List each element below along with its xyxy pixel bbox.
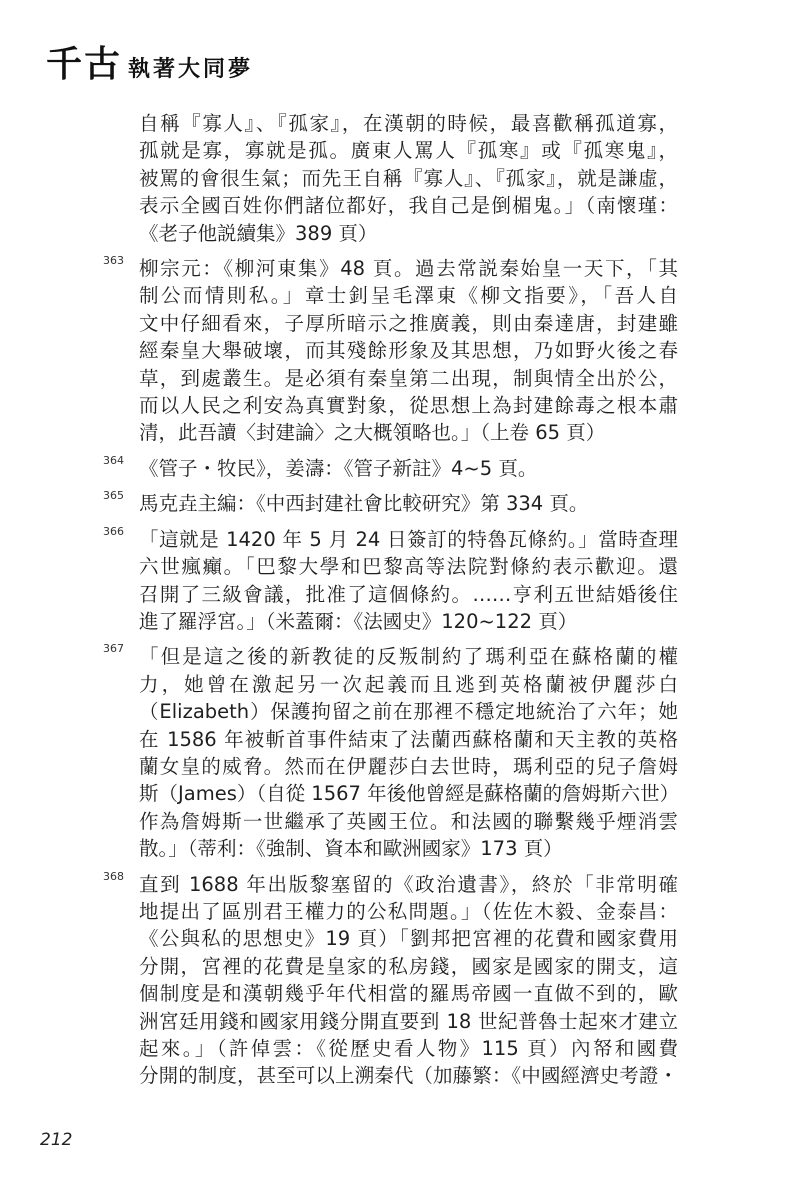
running-header xyxy=(46,36,253,87)
footnote-number: 364 xyxy=(103,453,124,467)
footnote-line: 《管子・牧民》，姜濤：《管子新註》4~5 頁。 xyxy=(139,456,538,480)
intro-paragraph xyxy=(103,110,678,247)
footnote-line: 六世瘋癲。「巴黎大學和巴黎高等法院對條約表示歡迎。還 xyxy=(139,555,678,579)
footnote-366 xyxy=(103,526,678,636)
footnote-number: 365 xyxy=(103,489,124,503)
footnote-line: 制公而情則私。」章士釗呈毛澤東《柳文指要》，「吾人自 xyxy=(139,284,678,308)
footnote-367 xyxy=(103,643,678,862)
footnote-line: 「這就是 1420 年 5 月 24 日簽訂的特魯瓦條約。」當時查理 xyxy=(139,527,678,551)
footnote-line: 地提出了區別君王權力的公私問題。」（佐佐木毅、金泰昌： xyxy=(139,899,678,923)
footnote-number: 368 xyxy=(103,869,124,883)
footnote-line: 文中仔細看來，子厚所暗示之推廣義，則由秦達唐，封建雖 xyxy=(139,311,678,335)
footnote-line: 斯（James）（自從 1567 年後他曾經是蘇格蘭的詹姆斯六世） xyxy=(139,782,680,806)
footnote-line: 在 1586 年被斬首事件結束了法蘭西蘇格蘭和天主教的英格 xyxy=(139,727,678,751)
footnote-line: 個制度是和漢朝幾乎年代相當的羅馬帝國一直做不到的，歐 xyxy=(139,982,678,1006)
footnote-line: 洲宮廷用錢和國家用錢分開直要到 18 世紀普魯士起來才建立 xyxy=(139,1009,678,1033)
intro-line: 孤就是寡，寡就是孤。廣東人罵人『孤寒』或『孤寒鬼』， xyxy=(139,139,678,163)
footnote-line: 而以人民之利安為真實對象，從思想上為封建餘毒之根本肅 xyxy=(139,394,678,418)
footnote-number: 367 xyxy=(103,642,124,656)
footnote-365 xyxy=(103,490,678,517)
footnote-line: （Elizabeth）保護拘留之前在那裡不穩定地統治了六年；她 xyxy=(139,700,678,724)
footnote-line: 柳宗元：《柳河東集》48 頁。過去常説秦始皇一天下，「其 xyxy=(139,257,678,281)
footnote-line: 作為詹姆斯一世繼承了英國王位。和法國的聯繫幾乎煙消雲 xyxy=(139,809,678,833)
footnote-line: 蘭女皇的威脅。然而在伊麗莎白去世時，瑪利亞的兒子詹姆 xyxy=(139,754,678,778)
footnote-line: 直到 1688 年出版黎塞留的《政治遺書》，終於「非常明確 xyxy=(139,872,678,896)
footnote-line: 分開的制度，甚至可以上溯秦代（加藤繁：《中國經濟史考證・ xyxy=(139,1064,678,1088)
footnote-line: 分開，宮裡的花費是皇家的私房錢，國家是國家的開支，這 xyxy=(139,954,678,978)
page-body xyxy=(103,110,678,1090)
intro-line: 《老子他説續集》389 頁） xyxy=(139,221,378,245)
footnote-line: 清，此吾讀〈封建論〉之大概領略也。」（上卷 65 頁） xyxy=(139,421,606,445)
header-title-small: 執著大同夢 xyxy=(128,56,254,82)
footnote-line: 進了羅浮宮。」（米蓋爾：《法國史》120~122 頁） xyxy=(139,609,578,633)
footnote-line: 散。」（蒂利：《強制、資本和歐洲國家》173 頁） xyxy=(139,837,563,861)
footnote-line: 「但是這之後的新教徒的反叛制約了瑪利亞在蘇格蘭的權 xyxy=(139,645,678,669)
footnote-line: 經秦皇大舉破壞，而其殘餘形象及其思想，乃如野火後之春 xyxy=(139,339,678,363)
footnote-number: 363 xyxy=(103,254,124,268)
footnote-368 xyxy=(103,871,678,1090)
header-title-large: 千古 xyxy=(46,43,123,85)
footnote-line: 力，她曾在激起另一次起義而且逃到英格蘭被伊麗莎白 xyxy=(139,672,678,696)
intro-line: 被罵的會很生氣；而先王自稱『寡人』、『孤家』，就是謙虛， xyxy=(139,166,678,190)
footnote-line: 起來。」（許倬雲：《從歷史看人物》115 頁）內帑和國費 xyxy=(139,1037,678,1060)
intro-line: 自稱『寡人』、『孤家』，在漢朝的時候，最喜歡稱孤道寡， xyxy=(139,112,678,135)
footnote-363 xyxy=(103,255,678,447)
intro-line: 表示全國百姓你們諸位都好，我自己是倒楣鬼。」（南懷瑾： xyxy=(139,194,678,218)
footnote-number: 366 xyxy=(103,524,124,538)
footnote-line: 草，到處叢生。是必須有秦皇第二出現，制與情全出於公， xyxy=(139,366,678,390)
page-number: 212 xyxy=(40,1130,73,1150)
footnote-line: 召開了三級會議，批准了這個條約。……亨利五世結婚後住 xyxy=(139,582,678,606)
footnote-line: 馬克垚主編：《中西封建社會比較研究》第 334 頁。 xyxy=(139,492,589,516)
footnote-line: 《公與私的思想史》19 頁）「劉邦把宮裡的花費和國家費用 xyxy=(139,927,678,951)
footnote-364 xyxy=(103,455,678,482)
